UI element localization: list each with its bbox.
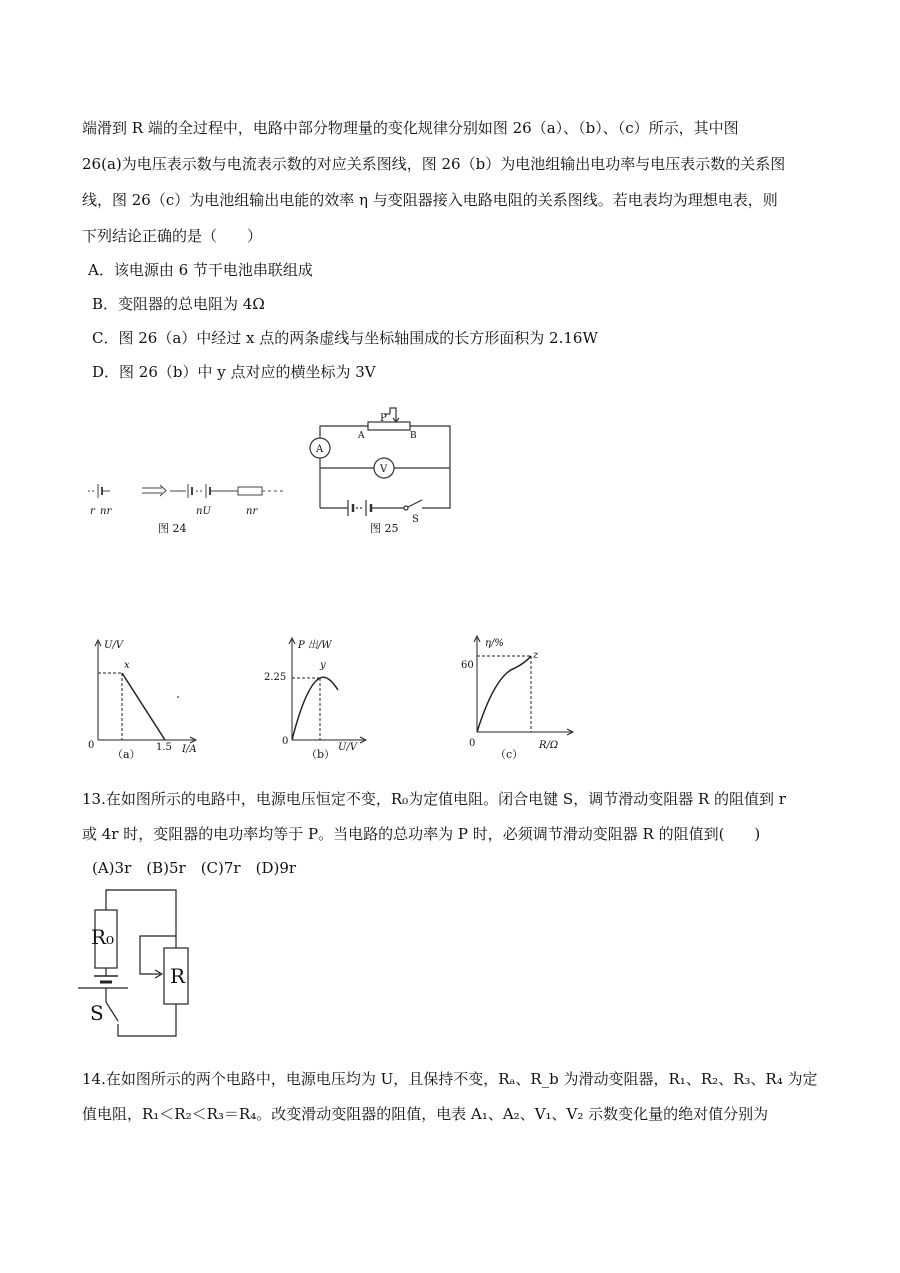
q12-line2: 26(a)为电压表示数与电流表示数的对应关系图线，图 26（b）为电池组输出电功率与电压表示数的关系图 (82, 155, 786, 173)
fig26a-point-x: x (124, 660, 130, 671)
fig26a-caption: （a） (112, 748, 141, 761)
fig25-ammeter-label: A (316, 444, 324, 455)
fig24-label-r1: r (90, 506, 95, 517)
q13-fig-R: R (170, 964, 186, 988)
q12-line1: 端滑到 R 端的全过程中，电路中部分物理量的变化规律分别如图 26（a）、（b）、（c）所示，其中图 (82, 119, 739, 137)
fig25-label-A: A (358, 431, 365, 441)
fig25-caption: 图 25 (370, 522, 399, 535)
figure-24 (86, 478, 296, 538)
fig26b-point-y: y (320, 660, 326, 671)
q13-line1: 13.在如图所示的电路中，电源电压恒定不变，R₀为定值电阻。闭合电键 S，调节滑动变阻器 R 的阻值到 r (82, 790, 786, 808)
q13-options: (A)3r (B)5r (C)7r (D)9r (92, 859, 297, 877)
fig26a-xlabel: I/A (182, 744, 197, 755)
fig24-caption: 图 24 (158, 522, 187, 535)
q13-fig-S: S (90, 1001, 104, 1025)
fig26b-ylabel: P 出/W (298, 640, 332, 651)
q14-line1: 14.在如图所示的两个电路中，电源电压均为 U，且保持不变，Rₐ、R_b 为滑动变阻器，R₁、R₂、R₃、R₄ 为定 (82, 1070, 818, 1088)
fig25-label-P: P (380, 413, 387, 424)
figure-26a (82, 630, 212, 765)
fig24-label-nr2: nr (246, 506, 258, 517)
figure-26b (258, 630, 383, 765)
fig26c-point-z: z (533, 650, 539, 661)
fig26b-origin: 0 (282, 736, 289, 747)
fig26c-xlabel: R/Ω (539, 740, 559, 751)
figure-q13-circuit (76, 884, 206, 1040)
figure-26c (455, 630, 585, 765)
q12-option-d: D．图 26（b）中 y 点对应的横坐标为 3V (92, 363, 376, 381)
fig26c-caption: （c） (495, 748, 524, 761)
fig26b-caption: （b） (306, 748, 336, 761)
fig25-switch-label: S (412, 514, 419, 525)
q12-option-a: A．该电源由 6 节干电池串联组成 (88, 261, 313, 279)
q13-fig-R0: R₀ (91, 925, 115, 949)
fig26b-xlabel: U/V (338, 742, 358, 753)
fig26a-xtick: 1.5 (156, 742, 172, 753)
q13-line2: 或 4r 时，变阻器的电功率均等于 P。当电路的总功率为 P 时，必须调节滑动变阻器 R 的阻值到( ) (82, 825, 761, 843)
q12-line3: 线，图 26（c）为电池组输出电能的效率 η 与变阻器接入电路电阻的关系图线。若电表均为理想电表，则 (82, 191, 778, 209)
fig25-voltmeter-label: V (380, 464, 388, 475)
fig26c-ytick: 60 (461, 660, 474, 671)
fig25-label-B: B (410, 431, 417, 441)
q12-line4: 下列结论正确的是（ ） (82, 227, 263, 245)
q12-option-b: B．变阻器的总电阻为 4Ω (92, 295, 265, 313)
q12-option-c: C．图 26（a）中经过 x 点的两条虚线与坐标轴围成的长方形面积为 2.16W (92, 329, 598, 347)
fig24-label-nU: nU (196, 506, 211, 517)
fig26a-ylabel: U/V (104, 640, 124, 651)
q14-line2: 值电阻，R₁＜R₂＜R₃＝R₄。改变滑动变阻器的阻值，电表 A₁、A₂、V₁、V₂ 示数变化量的绝对值分别为 (82, 1105, 769, 1123)
fig26a-origin: 0 (88, 740, 95, 751)
fig26c-origin: 0 (469, 738, 476, 749)
figure-25 (300, 400, 460, 540)
fig26c-ylabel: η/% (485, 638, 504, 649)
fig26b-ytick: 2.25 (264, 672, 287, 683)
fig24-label-nr1: nr (100, 506, 112, 517)
